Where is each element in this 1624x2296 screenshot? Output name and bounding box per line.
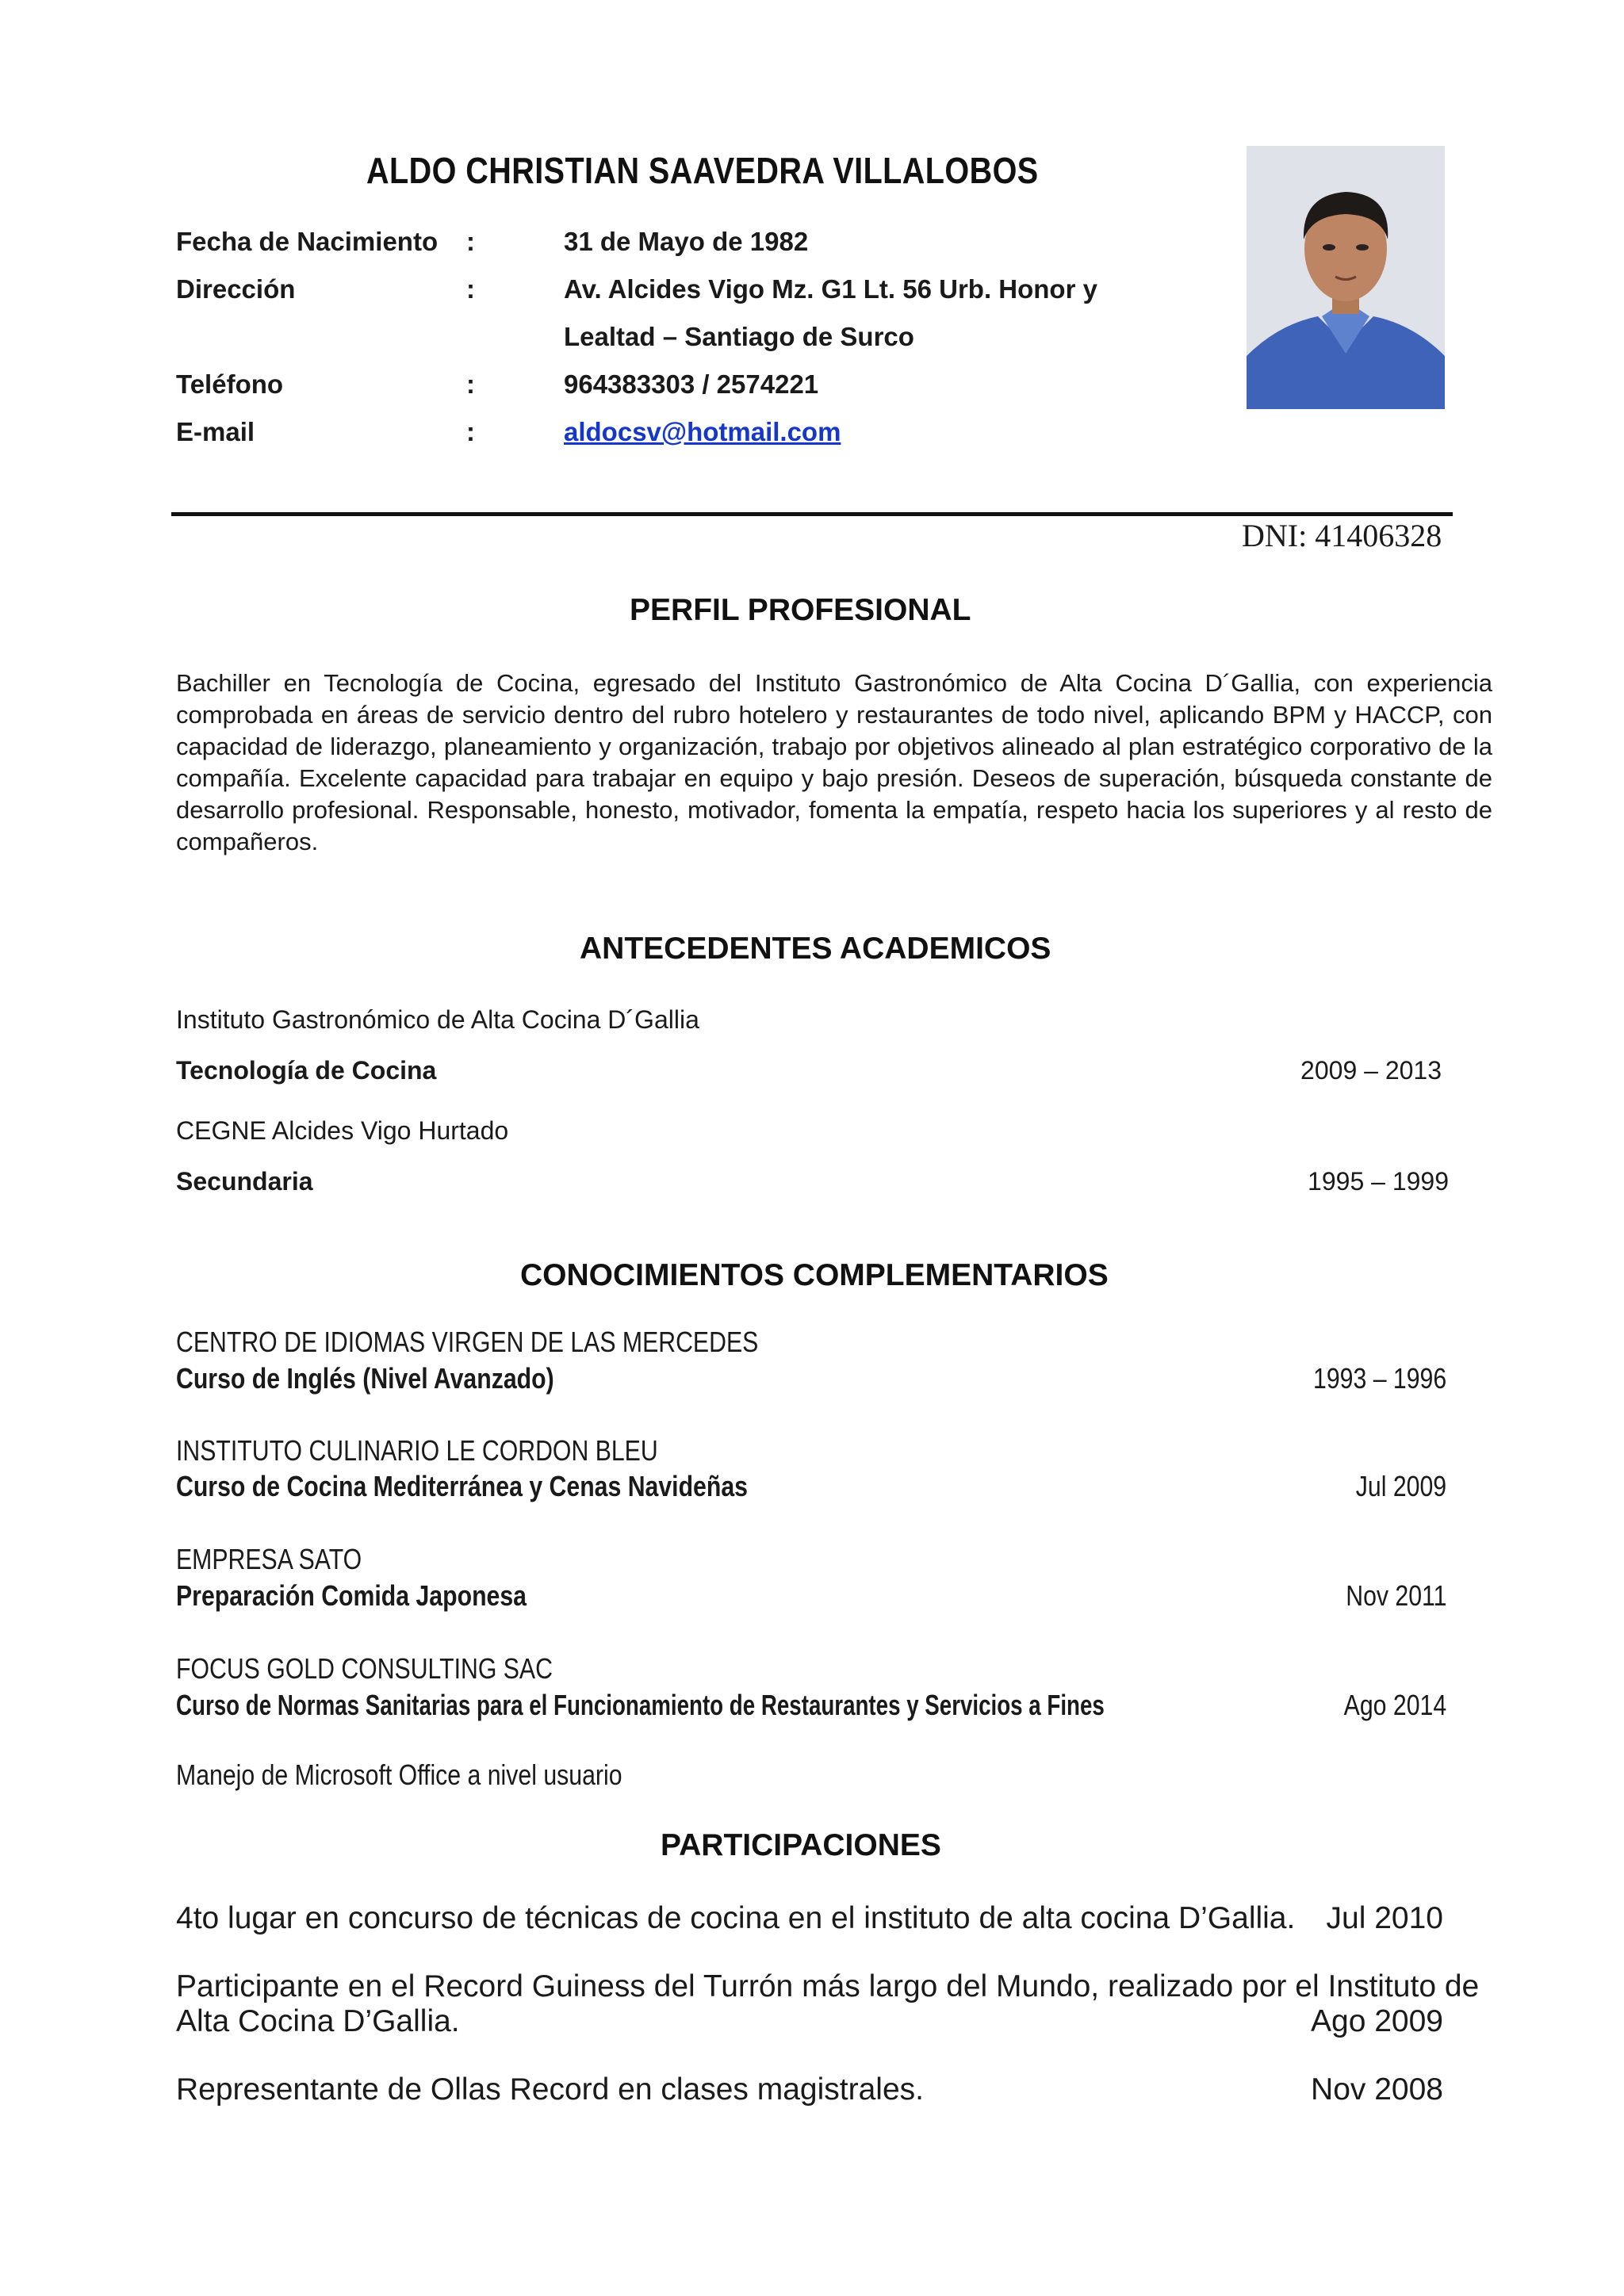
course-institution: FOCUS GOLD CONSULTING SAC [176,1652,553,1685]
participation-date: Nov 2008 [1311,2072,1443,2107]
address-colon: : [466,274,475,304]
perfil-title: PERFIL PROFESIONAL [630,593,971,627]
course-date: Ago 2014 [1343,1689,1446,1721]
academic-institution: CEGNE Alcides Vigo Hurtado [176,1116,509,1145]
email-label: E-mail [176,417,255,446]
birthdate-colon: : [466,227,475,256]
academic-institution: Instituto Gastronómico de Alta Cocina D´Gallia [176,1005,699,1034]
candidate-name: ALDO CHRISTIAN SAAVEDRA VILLALOBOS [366,150,1039,191]
perfil-text: Bachiller en Tecnología de Cocina, egresado del Instituto Gastronómico de Alta Cocina D´Gallia, con experiencia comprobada en áreas de servicio dentro del rubro hotelero y restaurantes de todo nivel, aplicando BPM y HACCP, con capacidad de liderazgo, planeamiento y organización, trabajo por objetivos alineado al plan estratégico corporativo de la compañía. Excelente capacidad para trabajar en equipo y bajo presión. Deseos de superación, búsqueda constante de desarrollo profesional. Responsable, honesto, motivador, fomenta la empatía, respeto hacia los superiores y al resto de compañeros. [176,669,1492,855]
course-date: 1993 – 1996 [1312,1362,1446,1395]
header-divider [171,512,1453,516]
phone-value: 964383303 / 2574221 [564,369,819,399]
phone-colon: : [466,369,475,399]
academic-degree: Secundaria [176,1167,313,1196]
academicos-title: ANTECEDENTES ACADEMICOS [580,932,1051,966]
participation-date: Jul 2010 [1326,1901,1443,1935]
office-skill: Manejo de Microsoft Office a nivel usuario [176,1758,622,1791]
portrait-image [1247,146,1445,409]
course-name: Curso de Inglés (Nivel Avanzado) [176,1362,554,1395]
dni-number: DNI: 41406328 [1242,518,1442,553]
conocimientos-title: CONOCIMIENTOS COMPLEMENTARIOS [520,1258,1109,1292]
phone-label: Teléfono [176,369,284,399]
email-colon: : [466,417,475,446]
course-name: Curso de Cocina Mediterránea y Cenas Navideñas [176,1470,748,1502]
address-value-line2: Lealtad – Santiago de Surco [564,322,914,351]
profile-photo [1247,146,1445,409]
participation-date: Ago 2009 [1311,2004,1443,2038]
course-name: Preparación Comida Japonesa [176,1579,527,1612]
academic-dates: 1995 – 1999 [1308,1167,1449,1196]
participation-text: Participante en el Record Guiness del Turrón más largo del Mundo, realizado por el Instituto de [176,1969,1480,2003]
birthdate-value: 31 de Mayo de 1982 [564,227,809,256]
participation-text: 4to lugar en concurso de técnicas de cocina en el instituto de alta cocina D’Gallia. [176,1901,1296,1935]
participation-text-line2: Alta Cocina D’Gallia. [176,2004,460,2038]
course-name: Curso de Normas Sanitarias para el Funcionamiento de Restaurantes y Servicios a Fines [176,1689,1105,1721]
email-link[interactable]: aldocsv@hotmail.com [564,417,841,446]
academic-degree: Tecnología de Cocina [176,1056,437,1085]
address-label: Dirección [176,274,296,304]
course-institution: EMPRESA SATO [176,1543,362,1575]
course-date: Nov 2011 [1345,1579,1446,1612]
course-institution: INSTITUTO CULINARIO LE CORDON BLEU [176,1434,658,1467]
birthdate-label: Fecha de Nacimiento [176,227,439,256]
participation-text: Representante de Ollas Record en clases magistrales. [176,2072,924,2107]
participaciones-title: PARTICIPACIONES [661,1828,941,1862]
course-date: Jul 2009 [1355,1470,1446,1502]
course-institution: CENTRO DE IDIOMAS VIRGEN DE LAS MERCEDES [176,1326,759,1358]
address-value-line1: Av. Alcides Vigo Mz. G1 Lt. 56 Urb. Honor y [564,274,1097,304]
academic-dates: 2009 – 2013 [1300,1056,1442,1085]
